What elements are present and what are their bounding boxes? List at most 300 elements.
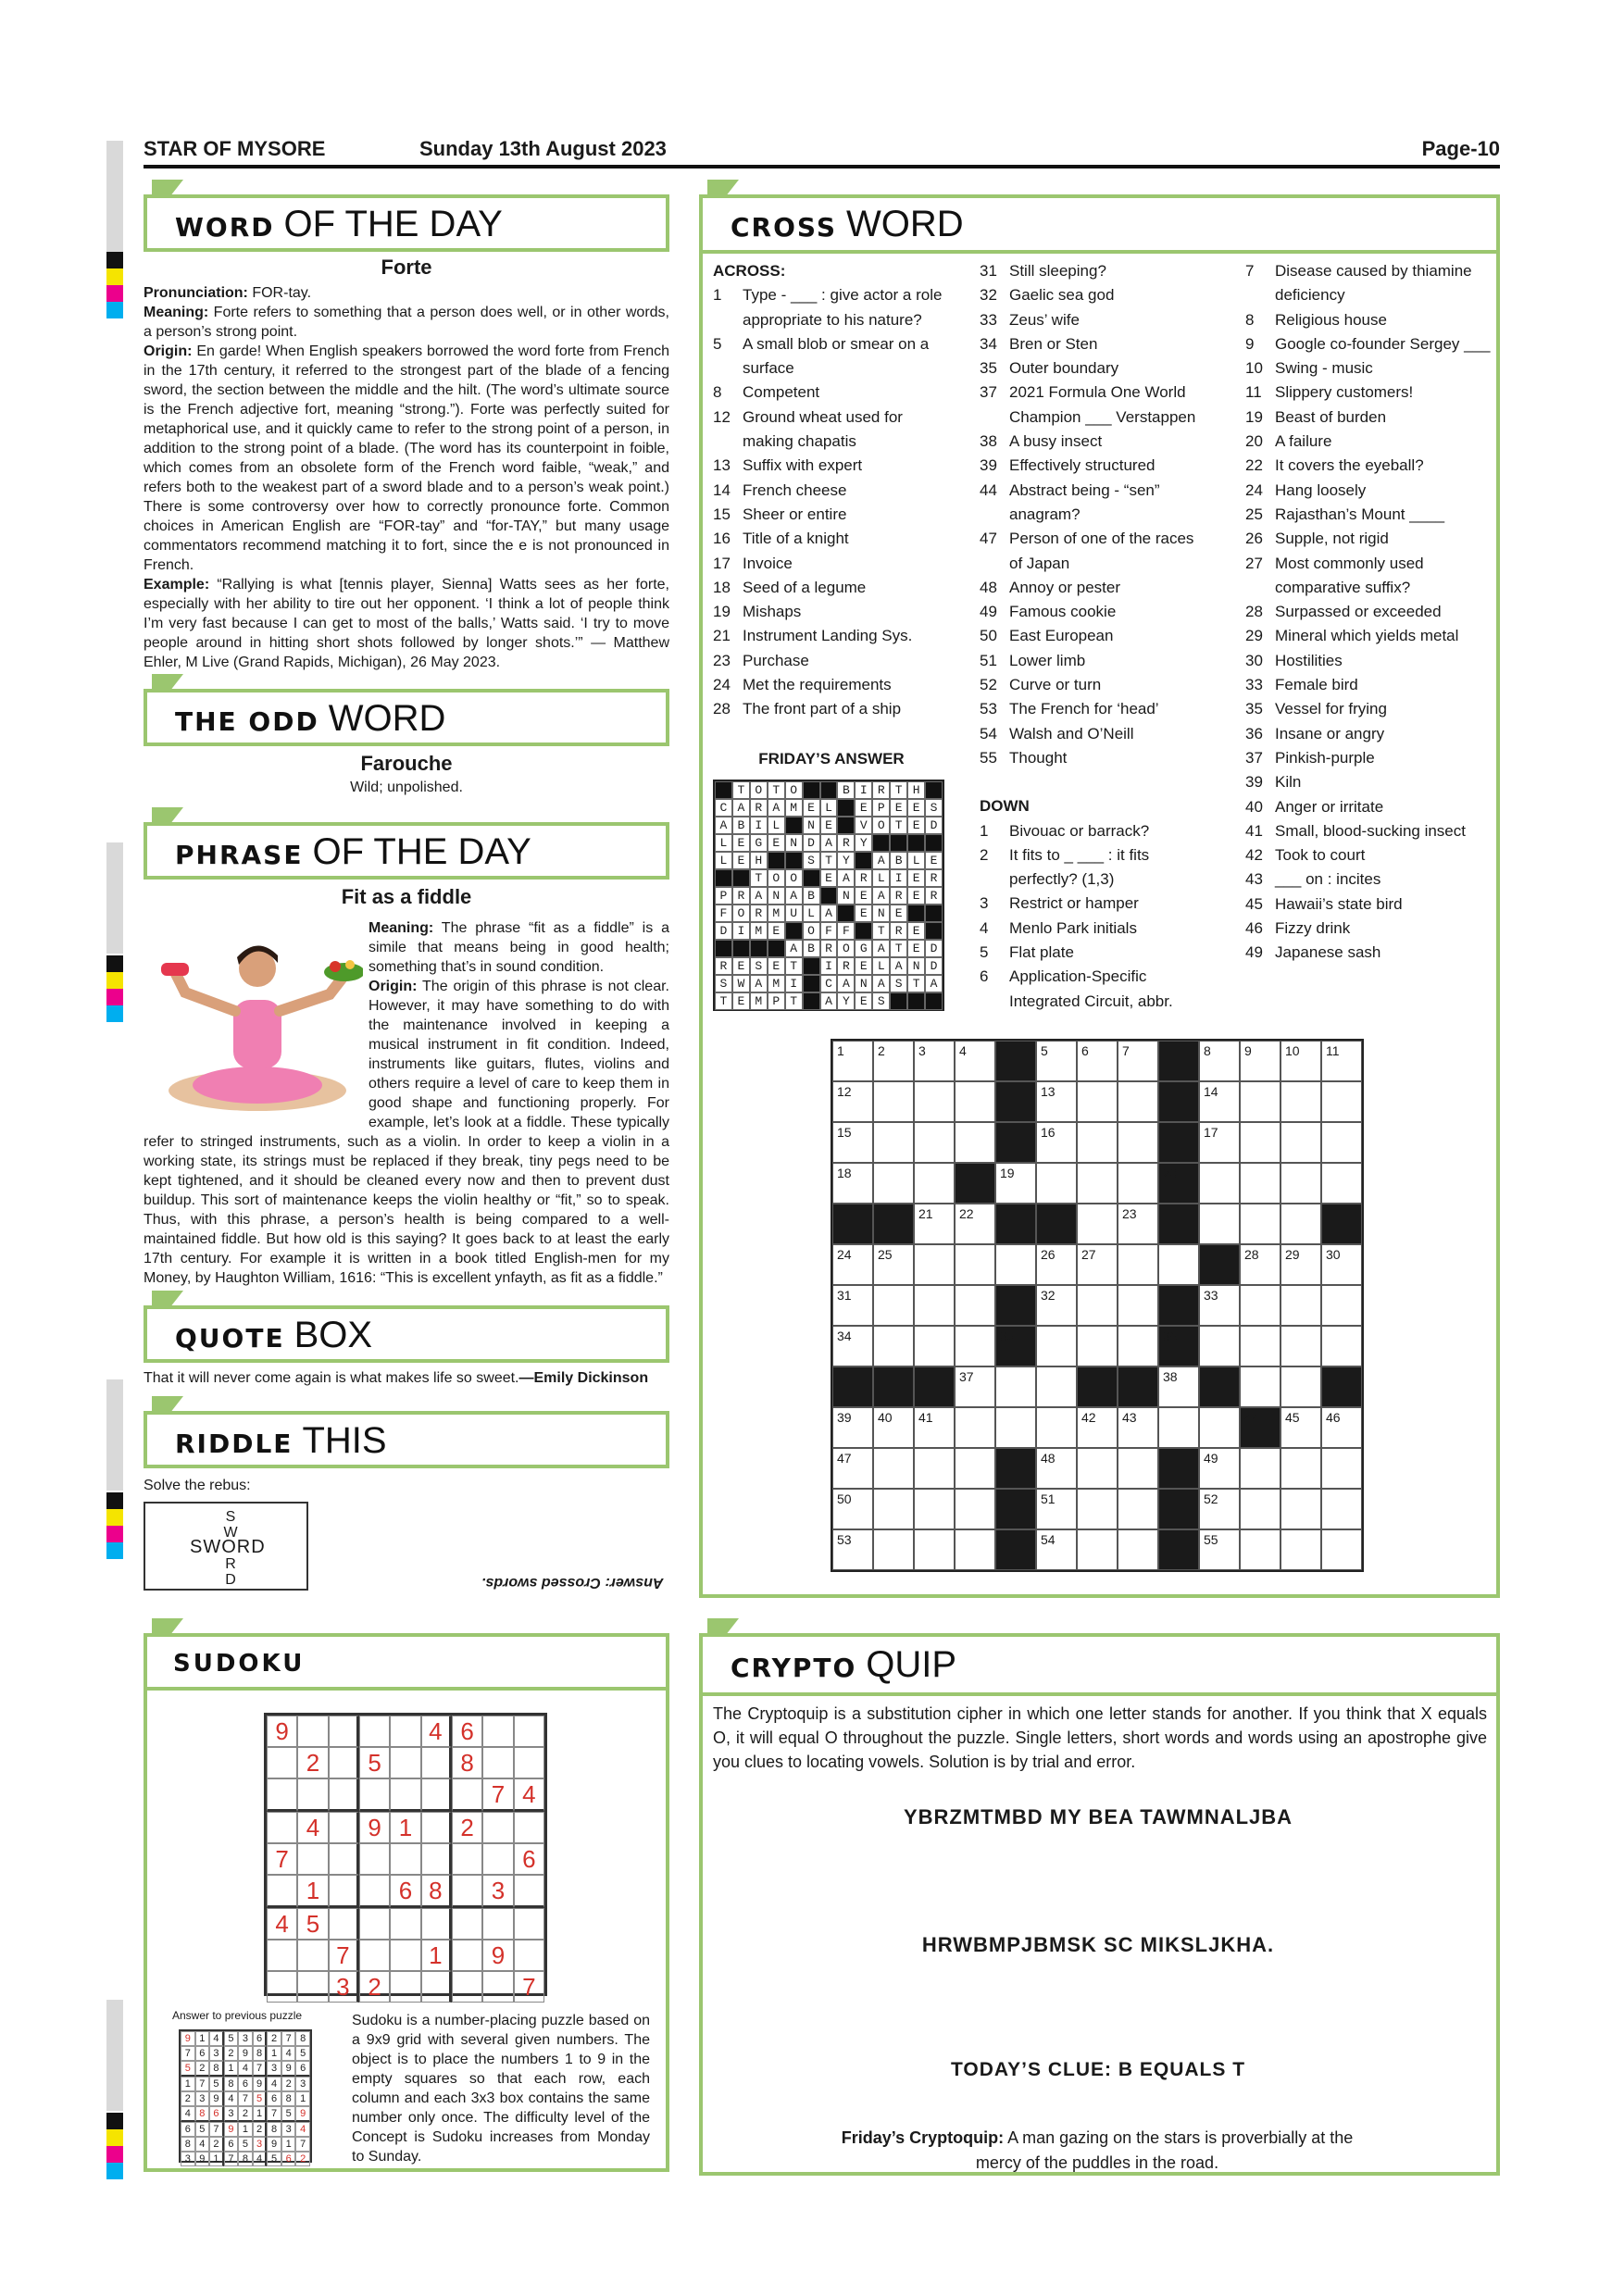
sudoku-cell[interactable]: 7: [482, 1778, 513, 1812]
riddle-header: [144, 1411, 669, 1468]
crossword-cell[interactable]: 40: [873, 1407, 914, 1448]
previous-sudoku-cell: 3: [267, 2061, 281, 2077]
sudoku-cell[interactable]: [267, 1940, 297, 1971]
previous-sudoku-cell: 9: [238, 2046, 253, 2061]
crossword-cell[interactable]: 25: [873, 1244, 914, 1285]
crossword-cell[interactable]: [1280, 1529, 1321, 1570]
crossword-cell[interactable]: [1321, 1122, 1362, 1163]
crossword-cell[interactable]: [1118, 1448, 1158, 1489]
crossword-cell[interactable]: [914, 1244, 955, 1285]
sudoku-cell[interactable]: 2: [452, 1812, 482, 1843]
crossword-cell[interactable]: 50: [832, 1489, 873, 1529]
answer-cell: [820, 887, 838, 905]
crossword-cell[interactable]: [914, 1081, 955, 1122]
crossword-cell[interactable]: [1036, 1326, 1077, 1366]
answer-cell: H: [750, 852, 768, 869]
answer-cell: I: [750, 817, 768, 834]
sudoku-cell[interactable]: 9: [482, 1940, 513, 1971]
crossword-cell[interactable]: [1321, 1163, 1362, 1204]
crossword-cell[interactable]: [1240, 1529, 1280, 1570]
phrase-origin: Origin: The origin of this phrase is not clear. However, it may have something to do with the maintenance involved in keeping a musical instrument in fit condition. Indeed, instruments like guitars, flutes, violins and others require a level of care to keep them in good shape and functioning properly. For example, let’s look at a fiddle. These typically refer to stringed instruments, such as a violin. In order to keep a violin in a working state, its strings must be replaced if they break, tiny pegs need to be kept tightened, and it should be cleaned every now and then to prevent dust buildup. This sort of maintenance keeps the violin healthy or “fit,” so to speak. Thus, with this phrase, a person’s health is being compared to a well-maintained fiddle. But how old is this saying? It goes back to at least the early 17th century. For example it is written in a book titled English-men for my Money, by Haughton William, 1616: “This is excellent ynfayth, as fit as a fiddle.”: [144, 979, 669, 1286]
crossword-cell[interactable]: [914, 1448, 955, 1489]
sudoku-cell[interactable]: [359, 1908, 390, 1940]
answer-cell: N: [872, 905, 890, 922]
crossword-cell[interactable]: [873, 1448, 914, 1489]
sudoku-cell[interactable]: 8: [421, 1875, 452, 1908]
crossword-cell[interactable]: [873, 1326, 914, 1366]
answer-cell: R: [732, 887, 750, 905]
crossword-cell[interactable]: [1321, 1081, 1362, 1122]
crossword-cell[interactable]: 41: [914, 1407, 955, 1448]
cryptoquip-intro: The Cryptoquip is a substitution cipher in which one letter stands for another. If you think that X equals O, it will equal O throughout the puzzle. Single letters, short words and words using an apostrophe give you clues to locating vowels. Solution is by trial and error.: [713, 1704, 1487, 1771]
sudoku-cell[interactable]: [482, 1908, 513, 1940]
crossword-cell[interactable]: 21: [914, 1204, 955, 1244]
crossword-cell[interactable]: [1199, 1163, 1240, 1204]
crossword-cell[interactable]: [1280, 1285, 1321, 1326]
sudoku-cell[interactable]: [514, 1875, 544, 1908]
clue: 14 French cheese: [713, 480, 847, 499]
answer-cell: [925, 834, 943, 852]
crossword-cell[interactable]: 19: [995, 1163, 1036, 1204]
sudoku-cell[interactable]: 2: [359, 1971, 390, 2003]
sudoku-cell[interactable]: [452, 1778, 482, 1812]
crossword-cell[interactable]: 31: [832, 1285, 873, 1326]
sudoku-cell[interactable]: [359, 1940, 390, 1971]
crossword-cell[interactable]: [914, 1529, 955, 1570]
crossword-cell[interactable]: 46: [1321, 1407, 1362, 1448]
crossword-cell[interactable]: 17: [1199, 1122, 1240, 1163]
clue: 25 Rajasthan’s Mount ____: [1245, 505, 1445, 523]
answer-cell: T: [768, 781, 785, 799]
crossword-cell[interactable]: [1321, 1285, 1362, 1326]
crossword-cell[interactable]: 16: [1036, 1122, 1077, 1163]
sudoku-cell[interactable]: 3: [482, 1875, 513, 1908]
sudoku-cell[interactable]: [390, 1716, 420, 1747]
previous-sudoku-cell: 4: [209, 2031, 224, 2046]
crossword-cell[interactable]: 23: [1118, 1204, 1158, 1244]
sudoku-cell[interactable]: [514, 1908, 544, 1940]
crossword-cell[interactable]: [873, 1081, 914, 1122]
crossword-cell[interactable]: [1077, 1122, 1118, 1163]
paper-name: STAR OF MYSORE: [144, 137, 326, 160]
sudoku-cell[interactable]: [421, 1747, 452, 1778]
answer-cell: S: [803, 852, 820, 869]
sudoku-cell[interactable]: [452, 1940, 482, 1971]
crossword-cell[interactable]: 49: [1199, 1448, 1240, 1489]
answer-cell: B: [837, 781, 855, 799]
crossword-cell[interactable]: [1280, 1366, 1321, 1407]
answer-cell: P: [768, 992, 785, 1010]
crossword-cell[interactable]: 15: [832, 1122, 873, 1163]
answer-cell: F: [715, 905, 732, 922]
answer-cell: D: [925, 817, 943, 834]
crossword-cell[interactable]: 10: [1280, 1041, 1321, 1081]
crossword-cell[interactable]: [1118, 1122, 1158, 1163]
answer-cell: L: [907, 852, 925, 869]
sudoku-cell[interactable]: [421, 1812, 452, 1843]
sudoku-cell[interactable]: [514, 1747, 544, 1778]
sudoku-cell[interactable]: [359, 1875, 390, 1908]
clue: 48 Annoy or pester: [980, 578, 1121, 596]
sudoku-cell[interactable]: [452, 1843, 482, 1875]
crossword-cell[interactable]: [1240, 1122, 1280, 1163]
crossword-cell[interactable]: [1118, 1529, 1158, 1570]
crossword-cell[interactable]: [873, 1163, 914, 1204]
previous-sudoku-cell: 6: [281, 2152, 296, 2166]
crossword-cell[interactable]: 34: [832, 1326, 873, 1366]
crossword-cell[interactable]: 43: [1118, 1407, 1158, 1448]
crossword-cell[interactable]: [1118, 1081, 1158, 1122]
sudoku-grid: [264, 1713, 547, 2001]
crossword-cell[interactable]: [1118, 1244, 1158, 1285]
crossword-cell[interactable]: 1: [832, 1041, 873, 1081]
crossword-cell[interactable]: [995, 1407, 1036, 1448]
sudoku-cell[interactable]: 1: [390, 1812, 420, 1843]
sudoku-cell[interactable]: 6: [514, 1843, 544, 1875]
answer-cell: O: [732, 905, 750, 922]
sudoku-cell[interactable]: 7: [267, 1843, 297, 1875]
crossword-cell[interactable]: [955, 1407, 995, 1448]
crossword-cell[interactable]: [1077, 1285, 1118, 1326]
crossword-cell[interactable]: [1321, 1448, 1362, 1489]
crossword-cell[interactable]: 32: [1036, 1285, 1077, 1326]
sudoku-cell[interactable]: 5: [359, 1747, 390, 1778]
clue: 46 Fizzy drink: [1245, 919, 1351, 938]
crossword-cell[interactable]: [995, 1244, 1036, 1285]
crossword-cell[interactable]: 3: [914, 1041, 955, 1081]
answer-cell: Y: [837, 852, 855, 869]
crossword-cell[interactable]: 52: [1199, 1489, 1240, 1529]
crossword-cell[interactable]: [1240, 1366, 1280, 1407]
sudoku-cell[interactable]: [329, 1716, 359, 1747]
crossword-cell[interactable]: 53: [832, 1529, 873, 1570]
sudoku-cell[interactable]: 1: [297, 1875, 328, 1908]
crossword-cell[interactable]: [1280, 1489, 1321, 1529]
sudoku-description: Sudoku is a number-placing puzzle based on a 9x9 grid with several given numbers. The object is to place the numbers 1 to 9 in the empty squares so that each row, each column and each 3x3 box contains the same number only once. The difficulty level of the Concept is Sudoku increases from Monday to Sunday.: [352, 2013, 650, 2165]
previous-sudoku-cell: 8: [209, 2061, 224, 2077]
crossword-cell[interactable]: 38: [1158, 1366, 1199, 1407]
previous-sudoku-cell: 5: [295, 2046, 310, 2061]
clue: 39 Kiln: [1245, 773, 1302, 792]
sudoku-cell[interactable]: [267, 1971, 297, 2003]
previous-sudoku-cell: 7: [281, 2031, 296, 2046]
crossword-cell: [1199, 1244, 1240, 1285]
sudoku-cell[interactable]: [329, 1908, 359, 1940]
previous-sudoku-cell: 1: [238, 2122, 253, 2137]
crossword-cell[interactable]: [1240, 1204, 1280, 1244]
crossword-cell[interactable]: 8: [1199, 1041, 1240, 1081]
sudoku-cell[interactable]: 7: [329, 1940, 359, 1971]
answer-cell: N: [907, 957, 925, 975]
sudoku-cell[interactable]: 9: [267, 1716, 297, 1747]
sudoku-cell[interactable]: [482, 1747, 513, 1778]
crossword-cell: [1036, 1204, 1077, 1244]
answer-cell: S: [715, 975, 732, 992]
sudoku-cell[interactable]: [390, 1778, 420, 1812]
crossword-cell[interactable]: 27: [1077, 1244, 1118, 1285]
sudoku-cell[interactable]: [297, 1778, 328, 1812]
sudoku-cell[interactable]: [329, 1875, 359, 1908]
crossword-cell[interactable]: [914, 1285, 955, 1326]
crossword-cell[interactable]: 13: [1036, 1081, 1077, 1122]
crossword-cell[interactable]: [1240, 1081, 1280, 1122]
answer-cell: T: [785, 957, 803, 975]
clue: 28 The front part of a ship: [713, 700, 902, 718]
crossword-cell[interactable]: [1240, 1448, 1280, 1489]
clue: 41 Small, blood-sucking insect: [1245, 821, 1466, 840]
margin-strip: [106, 2000, 123, 2111]
previous-sudoku-cell: 7: [224, 2152, 239, 2166]
sudoku-cell[interactable]: [482, 1843, 513, 1875]
sudoku-cell[interactable]: 4: [297, 1812, 328, 1843]
previous-sudoku-cell: 2: [209, 2137, 224, 2152]
crossword-cell[interactable]: 24: [832, 1244, 873, 1285]
sudoku-cell[interactable]: 8: [452, 1747, 482, 1778]
crossword-cell[interactable]: [914, 1163, 955, 1204]
answer-cell: O: [837, 940, 855, 957]
crossword-cell[interactable]: 39: [832, 1407, 873, 1448]
answer-cell: A: [837, 975, 855, 992]
previous-sudoku-cell: 6: [181, 2122, 195, 2137]
clue: 49 Famous cookie: [980, 603, 1117, 621]
crossword-cell[interactable]: [1199, 1204, 1240, 1244]
crossword-cell[interactable]: 54: [1036, 1529, 1077, 1570]
crossword-cell[interactable]: [873, 1529, 914, 1570]
crossword-cell[interactable]: 37: [955, 1366, 995, 1407]
sudoku-cell[interactable]: 4: [267, 1908, 297, 1940]
crossword-cell[interactable]: [1280, 1448, 1321, 1489]
crossword-cell[interactable]: [873, 1285, 914, 1326]
crossword-cell[interactable]: [955, 1081, 995, 1122]
crossword-cell[interactable]: 30: [1321, 1244, 1362, 1285]
answer-cell: [732, 940, 750, 957]
sudoku-cell[interactable]: [482, 1716, 513, 1747]
crossword-cell[interactable]: 48: [1036, 1448, 1077, 1489]
answer-cell: N: [785, 834, 803, 852]
crossword-cell[interactable]: 28: [1240, 1244, 1280, 1285]
previous-sudoku-cell: 5: [209, 2077, 224, 2091]
sudoku-cell[interactable]: [390, 1747, 420, 1778]
clue: 32 Gaelic sea god: [980, 286, 1115, 305]
sudoku-cell[interactable]: [359, 1716, 390, 1747]
sudoku-cell[interactable]: [421, 1843, 452, 1875]
crossword-cell[interactable]: 14: [1199, 1081, 1240, 1122]
previous-sudoku-cell: 9: [281, 2061, 296, 2077]
sudoku-cell[interactable]: [329, 1778, 359, 1812]
crossword-cell[interactable]: [873, 1489, 914, 1529]
clue: 9 Google co-founder Sergey ___: [1245, 334, 1491, 353]
sudoku-cell[interactable]: 3: [329, 1971, 359, 2003]
previous-sudoku-cell: 4: [281, 2046, 296, 2061]
sudoku-cell[interactable]: [390, 1971, 420, 2003]
crossword-cell[interactable]: [1240, 1326, 1280, 1366]
crossword-cell[interactable]: [1077, 1204, 1118, 1244]
sudoku-cell[interactable]: [390, 1908, 420, 1940]
sudoku-cell[interactable]: 2: [297, 1747, 328, 1778]
answer-cell: Y: [855, 834, 872, 852]
crossword-cell[interactable]: [1077, 1489, 1118, 1529]
sudoku-cell[interactable]: [329, 1747, 359, 1778]
sudoku-cell[interactable]: 6: [452, 1716, 482, 1747]
sudoku-cell[interactable]: [359, 1778, 390, 1812]
crossword-cell[interactable]: [1280, 1081, 1321, 1122]
crossword-cell[interactable]: 45: [1280, 1407, 1321, 1448]
crossword-cell[interactable]: [1077, 1448, 1118, 1489]
previous-sudoku-cell: 4: [295, 2122, 310, 2137]
crossword-cell[interactable]: 6: [1077, 1041, 1118, 1081]
sudoku-cell[interactable]: 1: [421, 1940, 452, 1971]
crossword-cell[interactable]: [955, 1122, 995, 1163]
crossword-cell[interactable]: [1280, 1204, 1321, 1244]
sudoku-cell[interactable]: [452, 1908, 482, 1940]
crossword-cell[interactable]: [955, 1285, 995, 1326]
crossword-cell[interactable]: [1199, 1407, 1240, 1448]
crossword-cell[interactable]: [1036, 1163, 1077, 1204]
fridays-cryptoquip: Friday’s Cryptoquip: A man gazing on the stars is proverbially at the mercy of the puddles in the road.: [841, 2128, 1354, 2172]
crossword-cell[interactable]: 18: [832, 1163, 873, 1204]
crossword-cell[interactable]: 12: [832, 1081, 873, 1122]
crossword-cell[interactable]: [1077, 1529, 1118, 1570]
crossword-cell[interactable]: [1199, 1326, 1240, 1366]
sudoku-cell[interactable]: 9: [359, 1812, 390, 1843]
crossword-cell[interactable]: 5: [1036, 1041, 1077, 1081]
sudoku-cell[interactable]: 7: [514, 1971, 544, 2003]
crossword-cell[interactable]: [873, 1122, 914, 1163]
sudoku-cell[interactable]: 4: [421, 1716, 452, 1747]
clue: 20 A failure: [1245, 432, 1332, 451]
sudoku-cell[interactable]: [359, 1843, 390, 1875]
crossword-cell[interactable]: [955, 1244, 995, 1285]
crossword-cell[interactable]: 7: [1118, 1041, 1158, 1081]
sudoku-cell[interactable]: [267, 1875, 297, 1908]
sudoku-cell[interactable]: [421, 1908, 452, 1940]
crossword-cell[interactable]: [1158, 1407, 1199, 1448]
answer-cell: F: [820, 922, 838, 940]
crossword-cell[interactable]: 29: [1280, 1244, 1321, 1285]
crossword-cell: [832, 1366, 873, 1407]
sudoku-cell[interactable]: [267, 1778, 297, 1812]
down-clues: [1245, 259, 1491, 966]
sudoku-cell[interactable]: [297, 1971, 328, 2003]
crossword-cell[interactable]: [1036, 1407, 1077, 1448]
sudoku-cell[interactable]: [267, 1812, 297, 1843]
crossword-cell[interactable]: [1077, 1163, 1118, 1204]
crossword-cell[interactable]: [1321, 1489, 1362, 1529]
sudoku-cell[interactable]: [390, 1843, 420, 1875]
answer-cell: N: [837, 887, 855, 905]
answer-cell: A: [820, 905, 838, 922]
crossword-cell[interactable]: [914, 1326, 955, 1366]
crossword-cell[interactable]: 47: [832, 1448, 873, 1489]
crossword-cell[interactable]: [1077, 1326, 1118, 1366]
crossword-cell[interactable]: 4: [955, 1041, 995, 1081]
sudoku-cell[interactable]: [514, 1812, 544, 1843]
crossword-cell[interactable]: [1240, 1285, 1280, 1326]
sudoku-cell[interactable]: [329, 1843, 359, 1875]
sudoku-cell[interactable]: [297, 1940, 328, 1971]
sudoku-cell[interactable]: [329, 1812, 359, 1843]
crossword-cell[interactable]: [995, 1366, 1036, 1407]
sudoku-cell[interactable]: [421, 1778, 452, 1812]
answer-cell: O: [872, 817, 890, 834]
answer-cell: A: [820, 834, 838, 852]
sudoku-cell[interactable]: [297, 1843, 328, 1875]
crossword-cell[interactable]: [1077, 1081, 1118, 1122]
crossword-cell[interactable]: [1036, 1366, 1077, 1407]
crossword-cell: [995, 1529, 1036, 1570]
answer-cell: R: [925, 869, 943, 887]
crossword-cell[interactable]: [914, 1122, 955, 1163]
answer-cell: A: [750, 975, 768, 992]
crossword-cell[interactable]: 22: [955, 1204, 995, 1244]
crossword-cell[interactable]: [1321, 1326, 1362, 1366]
answer-cell: D: [925, 957, 943, 975]
crossword-cell[interactable]: [1118, 1326, 1158, 1366]
crossword-cell[interactable]: [1118, 1489, 1158, 1529]
crossword-cell[interactable]: [955, 1448, 995, 1489]
crossword-cell[interactable]: [955, 1529, 995, 1570]
crossword-cell[interactable]: 55: [1199, 1529, 1240, 1570]
crossword-cell[interactable]: 51: [1036, 1489, 1077, 1529]
answer-cell: R: [890, 887, 907, 905]
clue: 8 Competent: [713, 383, 820, 402]
sudoku-cell[interactable]: [514, 1716, 544, 1747]
clue: 5 Flat plate: [980, 943, 1074, 962]
answer-cell: E: [907, 887, 925, 905]
crossword-cell[interactable]: [1118, 1285, 1158, 1326]
crossword-cell[interactable]: [955, 1489, 995, 1529]
previous-sudoku-cell: 6: [224, 2137, 239, 2152]
crossword-cell[interactable]: [1240, 1163, 1280, 1204]
crossword-cell[interactable]: 2: [873, 1041, 914, 1081]
crossword-cell[interactable]: [1158, 1244, 1199, 1285]
sudoku-cell[interactable]: [421, 1971, 452, 2003]
previous-sudoku-cell: 9: [224, 2122, 239, 2137]
clue: 54 Walsh and O’Neill: [980, 724, 1134, 742]
crossword-cell[interactable]: [1280, 1122, 1321, 1163]
crossword-cell[interactable]: [1240, 1489, 1280, 1529]
clue: 49 Japanese sash: [1245, 943, 1381, 962]
sudoku-cell[interactable]: [514, 1940, 544, 1971]
sudoku-cell[interactable]: 5: [297, 1908, 328, 1940]
crossword-cell[interactable]: 42: [1077, 1407, 1118, 1448]
crossword-cell[interactable]: 33: [1199, 1285, 1240, 1326]
crossword-cell[interactable]: [1280, 1163, 1321, 1204]
crossword-cell[interactable]: [914, 1489, 955, 1529]
crossword-cell[interactable]: 9: [1240, 1041, 1280, 1081]
sudoku-cell[interactable]: [297, 1716, 328, 1747]
sudoku-cell[interactable]: [390, 1940, 420, 1971]
crossword-cell[interactable]: [1280, 1326, 1321, 1366]
crossword-cell[interactable]: [1321, 1529, 1362, 1570]
previous-sudoku-cell: 6: [295, 2061, 310, 2077]
crossword-cell[interactable]: [1118, 1163, 1158, 1204]
crossword-cell[interactable]: 11: [1321, 1041, 1362, 1081]
sudoku-cell[interactable]: [452, 1875, 482, 1908]
sudoku-cell[interactable]: 6: [390, 1875, 420, 1908]
sudoku-cell[interactable]: [452, 1971, 482, 2003]
section-title: WORD OF THE DAY: [175, 204, 503, 244]
crossword-cell[interactable]: [955, 1326, 995, 1366]
previous-sudoku-cell: 3: [181, 2152, 195, 2166]
crossword-cell[interactable]: 26: [1036, 1244, 1077, 1285]
previous-sudoku-cell: 7: [238, 2091, 253, 2106]
sudoku-cell[interactable]: [482, 1971, 513, 2003]
sudoku-cell[interactable]: [482, 1812, 513, 1843]
previous-sudoku-cell: 1: [253, 2106, 268, 2122]
sudoku-cell[interactable]: 4: [514, 1778, 544, 1812]
sudoku-cell[interactable]: [267, 1747, 297, 1778]
